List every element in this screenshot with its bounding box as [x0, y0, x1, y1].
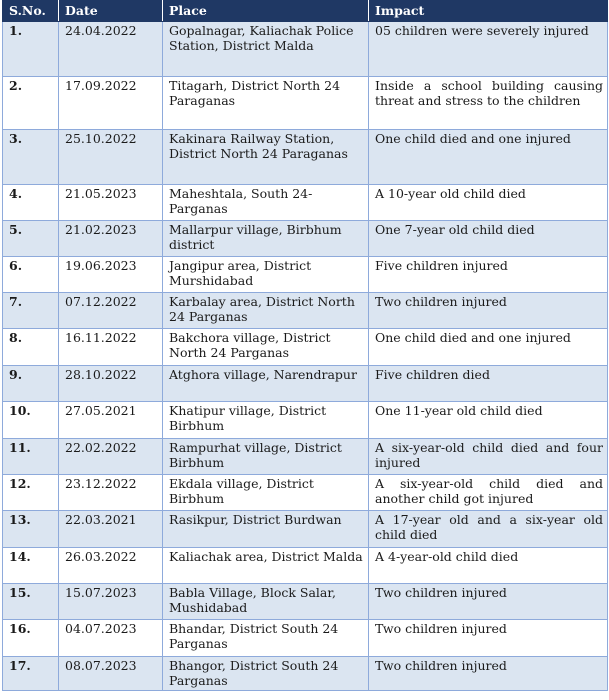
cell-impact: A six-year-old child died and another child got injured	[369, 475, 608, 511]
cell-place: Rasikpur, District Burdwan	[163, 511, 369, 548]
table-row	[3, 293, 608, 329]
cell-date: 04.07.2023	[59, 620, 163, 657]
cell-sno: 3.	[3, 130, 59, 185]
cell-place: Babla Village, Block Salar, Mushidabad	[163, 584, 369, 620]
cell-impact: Inside a school building causing threat and stress to the children	[369, 77, 608, 130]
cell-date: 16.11.2022	[59, 329, 163, 366]
table-row	[3, 439, 608, 475]
cell-date: 22.02.2022	[59, 439, 163, 475]
table-row	[3, 511, 608, 548]
table-row	[3, 366, 608, 402]
cell-place: Bhandar, District South 24 Parganas	[163, 620, 369, 657]
cell-sno: 5.	[3, 221, 59, 257]
header-row	[3, 1, 608, 22]
cell-sno: 12.	[3, 475, 59, 511]
table-row	[3, 548, 608, 584]
cell-place: Ekdala village, District Birbhum	[163, 475, 369, 511]
cell-date: 27.05.2021	[59, 402, 163, 439]
cell-date: 07.12.2022	[59, 293, 163, 329]
cell-impact: A 4-year-old child died	[369, 548, 608, 584]
cell-date: 19.06.2023	[59, 257, 163, 293]
cell-place: Khatipur village, District Birbhum	[163, 402, 369, 439]
header-impact: Impact	[369, 1, 608, 22]
cell-date: 21.02.2023	[59, 221, 163, 257]
cell-sno: 16.	[3, 620, 59, 657]
table-row	[3, 221, 608, 257]
cell-impact: One 7-year old child died	[369, 221, 608, 257]
cell-place: Mallarpur village, Birbhum district	[163, 221, 369, 257]
cell-sno: 17.	[3, 657, 59, 691]
cell-date: 08.07.2023	[59, 657, 163, 691]
table-row	[3, 584, 608, 620]
cell-impact: A 10-year old child died	[369, 185, 608, 221]
cell-place: Karbalay area, District North 24 Parganas	[163, 293, 369, 329]
cell-sno: 4.	[3, 185, 59, 221]
table-row	[3, 22, 608, 77]
table-row	[3, 620, 608, 657]
cell-impact: Two children injured	[369, 584, 608, 620]
cell-sno: 6.	[3, 257, 59, 293]
table-row	[3, 402, 608, 439]
cell-sno: 2.	[3, 77, 59, 130]
cell-place: Bakchora village, District North 24 Parganas	[163, 329, 369, 366]
cell-impact: Two children injured	[369, 657, 608, 691]
cell-impact: A 17-year old and a six-year old child died	[369, 511, 608, 548]
cell-impact: Five children injured	[369, 257, 608, 293]
cell-sno: 1.	[3, 22, 59, 77]
cell-date: 17.09.2022	[59, 77, 163, 130]
cell-place: Jangipur area, District Murshidabad	[163, 257, 369, 293]
cell-date: 15.07.2023	[59, 584, 163, 620]
cell-impact: A six-year-old child died and four injured	[369, 439, 608, 475]
table-row	[3, 257, 608, 293]
cell-date: 25.10.2022	[59, 130, 163, 185]
table-row	[3, 657, 608, 691]
cell-sno: 15.	[3, 584, 59, 620]
cell-impact: One 11-year old child died	[369, 402, 608, 439]
cell-sno: 7.	[3, 293, 59, 329]
cell-place: Kakinara Railway Station, District North 24 Paraganas	[163, 130, 369, 185]
table-row	[3, 130, 608, 185]
cell-sno: 14.	[3, 548, 59, 584]
cell-place: Rampurhat village, District Birbhum	[163, 439, 369, 475]
cell-place: Gopalnagar, Kaliachak Police Station, District Malda	[163, 22, 369, 77]
cell-place: Maheshtala, South 24-Parganas	[163, 185, 369, 221]
cell-impact: Two children injured	[369, 293, 608, 329]
cell-place: Bhangor, District South 24 Parganas	[163, 657, 369, 691]
table-row	[3, 185, 608, 221]
cell-impact: 05 children were severely injured	[369, 22, 608, 77]
cell-sno: 13.	[3, 511, 59, 548]
cell-place: Kaliachak area, District Malda	[163, 548, 369, 584]
header-sno: S.No.	[3, 1, 59, 22]
table-row	[3, 77, 608, 130]
cell-date: 22.03.2021	[59, 511, 163, 548]
cell-impact: One child died and one injured	[369, 130, 608, 185]
header-place: Place	[163, 1, 369, 22]
cell-impact: Five children died	[369, 366, 608, 402]
table-body	[3, 22, 608, 691]
cell-place: Atghora village, Narendrapur	[163, 366, 369, 402]
cell-date: 26.03.2022	[59, 548, 163, 584]
cell-sno: 10.	[3, 402, 59, 439]
header-date: Date	[59, 1, 163, 22]
cell-sno: 8.	[3, 329, 59, 366]
table-row	[3, 329, 608, 366]
table-header	[3, 1, 608, 22]
table-row	[3, 475, 608, 511]
cell-impact: One child died and one injured	[369, 329, 608, 366]
cell-impact: Two children injured	[369, 620, 608, 657]
cell-place: Titagarh, District North 24 Paraganas	[163, 77, 369, 130]
incidents-table	[2, 0, 608, 691]
cell-sno: 9.	[3, 366, 59, 402]
cell-date: 24.04.2022	[59, 22, 163, 77]
cell-date: 21.05.2023	[59, 185, 163, 221]
cell-date: 28.10.2022	[59, 366, 163, 402]
cell-date: 23.12.2022	[59, 475, 163, 511]
cell-sno: 11.	[3, 439, 59, 475]
